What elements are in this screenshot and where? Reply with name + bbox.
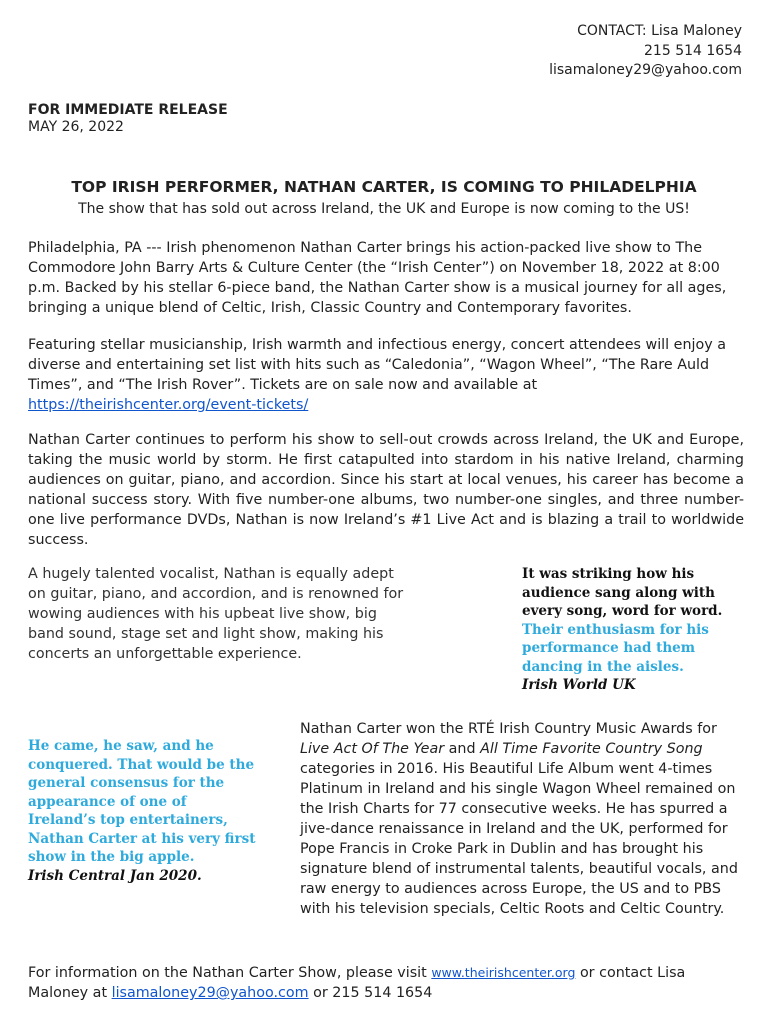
- body-paragraph-awards: [300, 719, 740, 919]
- quote1-source: Irish World UK: [522, 677, 636, 693]
- footer: [28, 963, 744, 1003]
- quote2-blue-text: He came, he saw, and he conquered. That would be the general consensus for the appearance of one of Ireland’s top entertainers, Nathan Carter at his very first show in the big apple.: [28, 738, 256, 865]
- pull-quote-irish-world: [522, 565, 752, 695]
- email-link[interactable]: lisamaloney29@yahoo.com: [111, 985, 309, 1001]
- release-label: FOR IMMEDIATE RELEASE: [28, 102, 228, 118]
- body-paragraph-intro: Philadelphia, PA --- Irish phenomenon Nathan Carter brings his action-packed live show to The Commodore John Barry Arts & Culture Center (the “Irish Center”) on November 18, 2022 at 8:00 p.m. Backed by his stellar 6-piece band, the Nathan Carter show is a musical journey for all ages, bringing a unique blend of Celtic, Irish, Classic Country and Contemporary favorites.: [28, 240, 727, 316]
- quote2-source: Irish Central Jan 2020.: [28, 867, 202, 884]
- awards-text-b: categories in 2016. His Beautiful Life Album went 4-times Platinum in Ireland and his single Wagon Wheel remained on the Irish Charts for 77 consecutive weeks. He has spurred a jive-dance renaissance in Ireland and the UK, performed for Pope Francis in Croke Park in Dublin and has brought his signature blend of instrumental talents, beautiful vocals, and raw energy to audiences across Europe, the US and to PBS with his television specials, Celtic Roots and Celtic Country.: [300, 761, 738, 917]
- pull-quote-irish-central: [28, 737, 258, 885]
- release-date: MAY 26, 2022: [28, 119, 124, 135]
- footer-text-2: or contact Lisa Maloney at: [28, 965, 686, 1001]
- award-favorite-song: All Time Favorite Country Song: [480, 741, 703, 757]
- quote1-blue-text: Their enthusiasm for his performance had them dancing in the aisles.: [522, 621, 709, 675]
- contact-name: CONTACT: Lisa Maloney: [577, 23, 742, 39]
- contact-phone: 215 514 1654: [644, 42, 742, 59]
- release-block: [28, 102, 228, 136]
- body-paragraph-setlist: [28, 335, 744, 415]
- footer-text-1: For information on the Nathan Carter Show, please visit: [28, 965, 427, 981]
- body-paragraph-vocalist: A hugely talented vocalist, Nathan is equally adept on guitar, piano, and accordion, and is renowned for wowing audiences with his upbeat live show, big band sound, stage set and light show, making his concerts an unforgettable experience.: [28, 566, 404, 662]
- contact-block: [549, 22, 742, 81]
- quote1-dark-text: It was striking how his audience sang along with every song, word for word.: [522, 566, 723, 619]
- tickets-link[interactable]: https://theirishcenter.org/event-tickets/: [28, 397, 309, 413]
- headline: TOP IRISH PERFORMER, NATHAN CARTER, IS COMING TO PHILADELPHIA: [71, 178, 697, 196]
- body-paragraph-career: Nathan Carter continues to perform his show to sell-out crowds across Ireland, the UK and Europe, taking the music world by storm. He first catapulted into stardom in his native Ireland, charming audiences on guitar, piano, and accordion. Since his start at local venues, his career has become a national success story. With five number-one albums, two number-one singles, and three number-one live performance DVDs, Nathan is now Ireland’s #1 Live Act and is blazing a trail to worldwide success.: [28, 432, 744, 548]
- website-link[interactable]: www.theirishcenter.org: [431, 965, 576, 980]
- subheadline: The show that has sold out across Ireland, the UK and Europe is now coming to the US!: [78, 201, 690, 217]
- footer-text-3: or 215 514 1654: [313, 985, 433, 1001]
- setlist-text: Featuring stellar musicianship, Irish warmth and infectious energy, concert attendees will enjoy a diverse and entertaining set list with hits such as “Caledonia”, “Wagon Wheel”, “The Rare Auld Times”, and “The Irish Rover”. Tickets are on sale now and available at: [28, 337, 727, 393]
- contact-email: lisamaloney29@yahoo.com: [549, 62, 742, 78]
- awards-and: and: [448, 741, 476, 757]
- awards-text-a: Nathan Carter won the RTÉ Irish Country Music Awards for: [300, 721, 717, 737]
- award-live-act: Live Act Of The Year: [300, 741, 445, 757]
